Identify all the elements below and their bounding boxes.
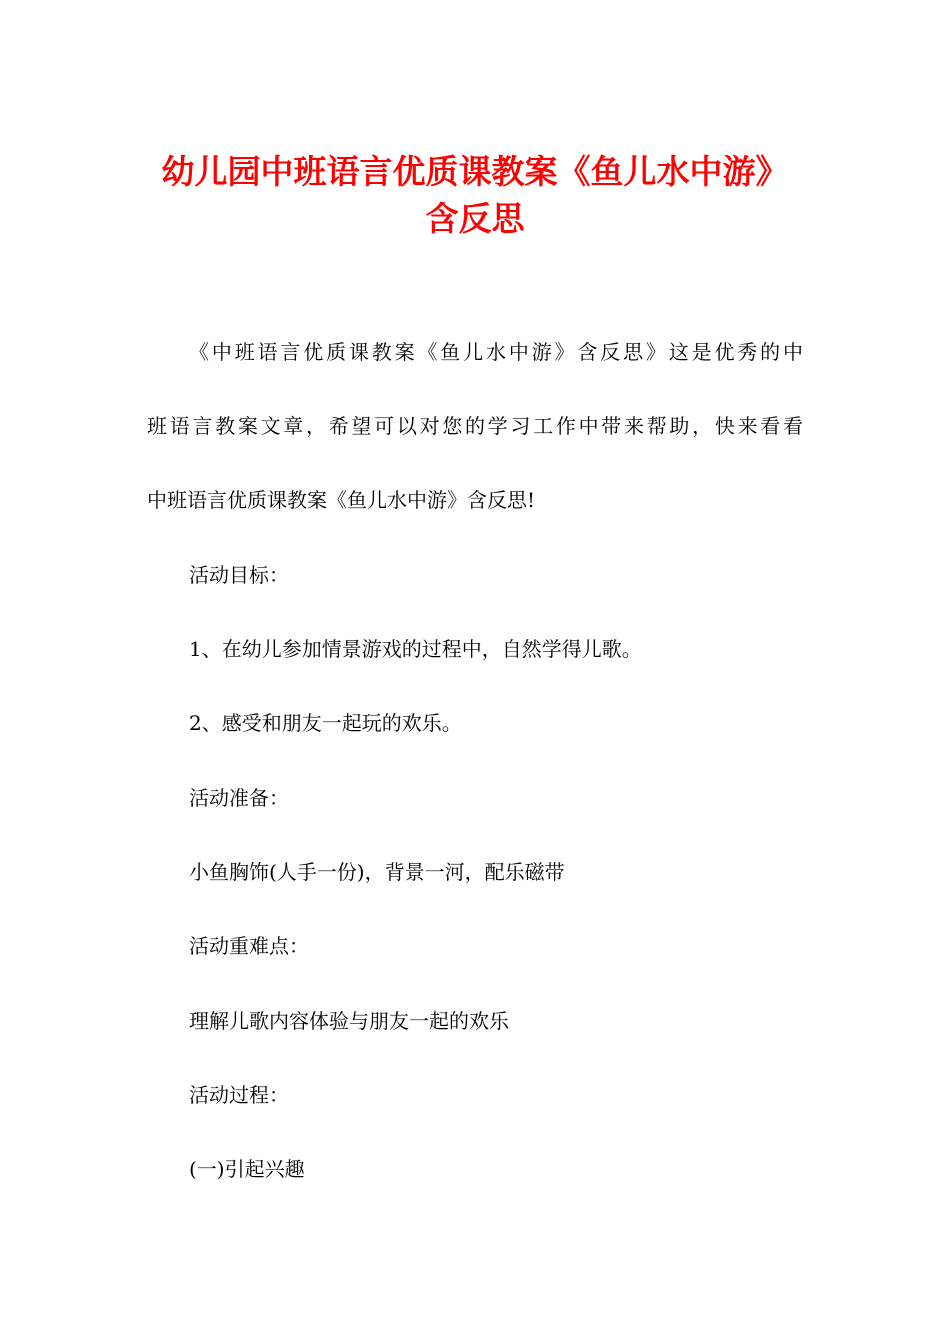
document-title-line-1: 幼儿园中班语言优质课教案《鱼儿水中游》 [161, 152, 789, 191]
intro-paragraph-line-2: 班语言教案文章，希望可以对您的学习工作中带来帮助，快来看看 [147, 414, 803, 438]
goal-item-1: 1、在幼儿参加情景游戏的过程中，自然学得儿歌。 [189, 637, 642, 661]
prep-heading: 活动准备： [189, 786, 289, 810]
intro-paragraph-line-3: 中班语言优质课教案《鱼儿水中游》含反思! [147, 488, 536, 512]
intro-paragraph-line-1: 《中班语言优质课教案《鱼儿水中游》含反思》这是优秀的中 [189, 340, 803, 364]
goal-item-2: 2、感受和朋友一起玩的欢乐。 [189, 711, 462, 735]
goal-heading: 活动目标： [189, 563, 289, 587]
key-points-text: 理解儿歌内容体验与朋友一起的欢乐 [189, 1009, 509, 1033]
prep-text: 小鱼胸饰(人手一份)，背景一河，配乐磁带 [189, 860, 565, 884]
process-heading: 活动过程： [189, 1083, 289, 1107]
process-step-1: (一)引起兴趣 [189, 1157, 305, 1181]
key-points-heading: 活动重难点： [189, 934, 309, 958]
document-title-line-2: 含反思 [425, 199, 525, 238]
